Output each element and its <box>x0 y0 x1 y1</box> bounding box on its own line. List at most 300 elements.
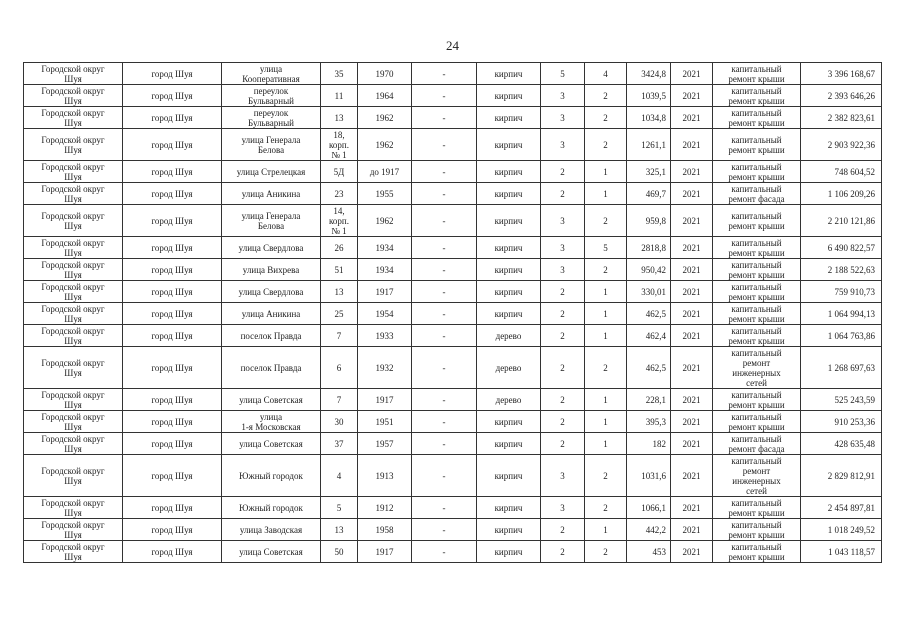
entrances-cell: 2 <box>585 107 627 129</box>
work-type-cell <box>713 237 801 259</box>
entrances-cell: 1 <box>585 411 627 433</box>
work-type-cell <box>713 411 801 433</box>
district-cell-line: Шуя <box>64 73 82 84</box>
year-built-cell: 1934 <box>358 237 412 259</box>
cost-cell: 1 018 249,52 <box>801 519 882 541</box>
house-number-cell-line: 18, <box>333 129 345 140</box>
house-number-cell-line: 6 <box>336 362 342 373</box>
plan-year-cell: 2021 <box>671 389 713 411</box>
area-cell: 442,2 <box>627 519 671 541</box>
district-cell-line: Шуя <box>64 144 82 155</box>
work-type-cell-line: капитальный <box>731 259 782 270</box>
year-built-cell: 1957 <box>358 433 412 455</box>
area-cell: 469,7 <box>627 183 671 205</box>
street-cell-line: Южный городок <box>239 502 303 513</box>
area-cell: 453 <box>627 541 671 563</box>
year-renovated-cell: - <box>412 411 477 433</box>
plan-year-cell: 2021 <box>671 63 713 85</box>
settlement-cell: город Шуя <box>123 455 222 497</box>
work-type-cell-line: капитальный <box>731 455 782 466</box>
cost-cell: 2 829 812,91 <box>801 455 882 497</box>
house-number-cell-line: 7 <box>336 394 342 405</box>
house-number-cell-line: № 1 <box>331 149 347 160</box>
district-cell <box>24 107 123 129</box>
wall-material-cell: кирпич <box>477 85 541 107</box>
floors-cell: 2 <box>541 519 585 541</box>
street-cell <box>222 433 321 455</box>
work-type-cell <box>713 129 801 161</box>
district-cell-line: Шуя <box>64 193 82 204</box>
house-number-cell-line: 11 <box>334 90 344 101</box>
street-cell <box>222 63 321 85</box>
plan-year-cell: 2021 <box>671 455 713 497</box>
work-type-cell-line: ремонт крыши <box>728 551 785 562</box>
year-built-cell: 1932 <box>358 347 412 389</box>
district-cell <box>24 389 123 411</box>
settlement-cell: город Шуя <box>123 347 222 389</box>
year-renovated-cell: - <box>412 389 477 411</box>
wall-material-cell: кирпич <box>477 107 541 129</box>
street-cell-line: Кооперативная <box>242 73 300 84</box>
work-type-cell <box>713 161 801 183</box>
district-cell-line: Городской округ <box>41 85 105 96</box>
table-row <box>24 325 882 347</box>
district-cell <box>24 519 123 541</box>
plan-year-cell: 2021 <box>671 129 713 161</box>
table-row <box>24 85 882 107</box>
house-number-cell-line: 30 <box>334 416 344 427</box>
wall-material-cell: кирпич <box>477 455 541 497</box>
wall-material-cell: кирпич <box>477 497 541 519</box>
work-type-cell <box>713 281 801 303</box>
district-cell-line: Шуя <box>64 313 82 324</box>
district-cell <box>24 183 123 205</box>
year-renovated-cell: - <box>412 281 477 303</box>
page-number: 24 <box>446 38 459 53</box>
district-cell-line: Шуя <box>64 95 82 106</box>
cost-cell: 748 604,52 <box>801 161 882 183</box>
entrances-cell: 5 <box>585 237 627 259</box>
work-type-cell-line: сетей <box>746 485 767 496</box>
year-built-cell: 1951 <box>358 411 412 433</box>
area-cell: 325,1 <box>627 161 671 183</box>
street-cell <box>222 541 321 563</box>
year-built-cell: 1970 <box>358 63 412 85</box>
year-renovated-cell: - <box>412 237 477 259</box>
floors-cell: 2 <box>541 411 585 433</box>
area-cell: 395,3 <box>627 411 671 433</box>
settlement-cell: город Шуя <box>123 497 222 519</box>
table-row <box>24 455 882 497</box>
entrances-cell: 2 <box>585 347 627 389</box>
district-cell-line: Городской округ <box>41 465 105 476</box>
street-cell <box>222 85 321 107</box>
house-number-cell <box>321 237 358 259</box>
year-built-cell: 1954 <box>358 303 412 325</box>
floors-cell: 2 <box>541 347 585 389</box>
district-cell-line: Шуя <box>64 220 82 231</box>
work-type-cell <box>713 303 801 325</box>
street-cell-line: улица <box>259 63 283 74</box>
district-cell <box>24 303 123 325</box>
settlement-cell: город Шуя <box>123 303 222 325</box>
work-type-cell-line: ремонт крыши <box>728 117 785 128</box>
work-type-cell-line: ремонт фасада <box>728 443 785 454</box>
work-type-cell-line: ремонт крыши <box>728 144 785 155</box>
house-number-cell <box>321 303 358 325</box>
house-number-cell-line: корп. <box>329 215 349 226</box>
district-cell-line: Городской округ <box>41 303 105 314</box>
street-cell-line: улица Заводская <box>239 524 303 535</box>
entrances-cell: 2 <box>585 497 627 519</box>
floors-cell: 2 <box>541 281 585 303</box>
work-type-cell-line: капитальный <box>731 303 782 314</box>
area-cell: 228,1 <box>627 389 671 411</box>
work-type-cell <box>713 205 801 237</box>
floors-cell: 3 <box>541 455 585 497</box>
district-cell-line: Шуя <box>64 117 82 128</box>
year-built-cell: до 1917 <box>358 161 412 183</box>
street-cell <box>222 237 321 259</box>
work-type-cell <box>713 497 801 519</box>
entrances-cell: 2 <box>585 541 627 563</box>
house-number-cell-line: корп. <box>329 139 349 150</box>
table-row <box>24 433 882 455</box>
plan-year-cell: 2021 <box>671 237 713 259</box>
area-cell: 462,5 <box>627 303 671 325</box>
street-cell <box>222 347 321 389</box>
street-cell <box>222 389 321 411</box>
district-cell-line: Городской округ <box>41 210 105 221</box>
plan-year-cell: 2021 <box>671 497 713 519</box>
district-cell-line: Городской округ <box>41 519 105 530</box>
street-cell <box>222 161 321 183</box>
street-cell-line: Бульварный <box>248 95 294 106</box>
floors-cell: 3 <box>541 85 585 107</box>
cost-cell: 1 064 994,13 <box>801 303 882 325</box>
work-type-cell-line: ремонт крыши <box>728 220 785 231</box>
work-type-cell-line: капитальный <box>731 210 782 221</box>
plan-year-cell: 2021 <box>671 107 713 129</box>
wall-material-cell: кирпич <box>477 433 541 455</box>
plan-year-cell: 2021 <box>671 183 713 205</box>
district-cell-line: Городской округ <box>41 134 105 145</box>
work-type-cell <box>713 325 801 347</box>
house-number-cell <box>321 497 358 519</box>
cost-cell: 1 043 118,57 <box>801 541 882 563</box>
district-cell-line: Шуя <box>64 551 82 562</box>
work-type-cell-line: капитальный <box>731 183 782 194</box>
street-cell <box>222 519 321 541</box>
work-type-cell-line: ремонт крыши <box>728 247 785 258</box>
floors-cell: 3 <box>541 205 585 237</box>
street-cell <box>222 325 321 347</box>
area-cell: 1034,8 <box>627 107 671 129</box>
cost-cell: 759 910,73 <box>801 281 882 303</box>
area-cell: 182 <box>627 433 671 455</box>
house-number-cell-line: 13 <box>334 286 344 297</box>
entrances-cell: 1 <box>585 303 627 325</box>
district-cell-line: Городской округ <box>41 237 105 248</box>
house-number-cell <box>321 107 358 129</box>
district-cell-line: Городской округ <box>41 183 105 194</box>
work-type-cell-line: капитальный <box>731 63 782 74</box>
settlement-cell: город Шуя <box>123 85 222 107</box>
house-number-cell <box>321 455 358 497</box>
area-cell: 959,8 <box>627 205 671 237</box>
floors-cell: 2 <box>541 389 585 411</box>
work-type-cell-line: ремонт крыши <box>728 171 785 182</box>
street-cell <box>222 107 321 129</box>
floors-cell: 3 <box>541 107 585 129</box>
area-cell: 3424,8 <box>627 63 671 85</box>
plan-year-cell: 2021 <box>671 303 713 325</box>
house-number-cell <box>321 129 358 161</box>
street-cell-line: улица Свердлова <box>238 242 304 253</box>
house-number-cell <box>321 541 358 563</box>
work-type-cell-line: капитальный <box>731 541 782 552</box>
house-number-cell-line: 51 <box>334 264 344 275</box>
area-cell: 1031,6 <box>627 455 671 497</box>
entrances-cell: 4 <box>585 63 627 85</box>
area-cell: 950,42 <box>627 259 671 281</box>
street-cell-line: улица Советская <box>239 546 303 557</box>
year-renovated-cell: - <box>412 63 477 85</box>
house-number-cell-line: 35 <box>334 68 344 79</box>
wall-material-cell: кирпич <box>477 183 541 205</box>
work-type-cell-line: капитальный <box>731 389 782 400</box>
work-type-cell <box>713 347 801 389</box>
table-row <box>24 129 882 161</box>
floors-cell: 2 <box>541 303 585 325</box>
work-type-cell-line: ремонт крыши <box>728 95 785 106</box>
street-cell-line: Бульварный <box>248 117 294 128</box>
wall-material-cell: кирпич <box>477 161 541 183</box>
year-renovated-cell: - <box>412 205 477 237</box>
work-type-cell-line: инженерных <box>732 475 781 486</box>
buildings-table <box>23 62 882 563</box>
work-type-cell-line: ремонт крыши <box>728 399 785 410</box>
wall-material-cell: кирпич <box>477 281 541 303</box>
year-built-cell: 1917 <box>358 541 412 563</box>
street-cell-line: улица Советская <box>239 438 303 449</box>
floors-cell: 3 <box>541 129 585 161</box>
settlement-cell: город Шуя <box>123 259 222 281</box>
year-built-cell: 1962 <box>358 129 412 161</box>
house-number-cell <box>321 85 358 107</box>
work-type-cell-line: капитальный <box>731 519 782 530</box>
plan-year-cell: 2021 <box>671 519 713 541</box>
cost-cell: 1 268 697,63 <box>801 347 882 389</box>
plan-year-cell: 2021 <box>671 205 713 237</box>
cost-cell: 6 490 822,57 <box>801 237 882 259</box>
street-cell-line: улица Аникина <box>241 308 301 319</box>
street-cell-line: переулок <box>253 107 289 118</box>
house-number-cell-line: 13 <box>334 524 344 535</box>
year-renovated-cell: - <box>412 541 477 563</box>
year-renovated-cell: - <box>412 433 477 455</box>
cost-cell: 3 396 168,67 <box>801 63 882 85</box>
house-number-cell-line: 25 <box>334 308 344 319</box>
street-cell-line: Южный городок <box>239 470 303 481</box>
street-cell-line: улица Генерала <box>241 134 301 145</box>
work-type-cell-line: капитальный <box>731 497 782 508</box>
street-cell-line: поселок Правда <box>240 330 302 341</box>
district-cell <box>24 259 123 281</box>
district-cell <box>24 541 123 563</box>
street-cell <box>222 455 321 497</box>
street-cell-line: Белова <box>257 220 285 231</box>
settlement-cell: город Шуя <box>123 183 222 205</box>
year-renovated-cell: - <box>412 183 477 205</box>
year-built-cell: 1917 <box>358 281 412 303</box>
table-row <box>24 259 882 281</box>
plan-year-cell: 2021 <box>671 433 713 455</box>
district-cell <box>24 237 123 259</box>
district-cell-line: Городской округ <box>41 259 105 270</box>
plan-year-cell: 2021 <box>671 85 713 107</box>
street-cell <box>222 411 321 433</box>
work-type-cell-line: ремонт крыши <box>728 335 785 346</box>
year-renovated-cell: - <box>412 161 477 183</box>
area-cell: 1039,5 <box>627 85 671 107</box>
district-cell <box>24 433 123 455</box>
district-cell <box>24 205 123 237</box>
district-cell-line: Шуя <box>64 367 82 378</box>
house-number-cell <box>321 325 358 347</box>
work-type-cell-line: ремонт крыши <box>728 529 785 540</box>
work-type-cell-line: ремонт фасада <box>728 193 785 204</box>
area-cell: 462,4 <box>627 325 671 347</box>
settlement-cell: город Шуя <box>123 129 222 161</box>
entrances-cell: 2 <box>585 85 627 107</box>
table-row <box>24 389 882 411</box>
settlement-cell: город Шуя <box>123 63 222 85</box>
year-renovated-cell: - <box>412 85 477 107</box>
entrances-cell: 1 <box>585 161 627 183</box>
work-type-cell <box>713 63 801 85</box>
work-type-cell-line: капитальный <box>731 161 782 172</box>
district-cell <box>24 85 123 107</box>
house-number-cell-line: 7 <box>336 330 342 341</box>
table-row <box>24 237 882 259</box>
settlement-cell: город Шуя <box>123 107 222 129</box>
table-row <box>24 183 882 205</box>
entrances-cell: 1 <box>585 433 627 455</box>
work-type-cell-line: капитальный <box>731 134 782 145</box>
street-cell <box>222 281 321 303</box>
district-cell-line: Шуя <box>64 443 82 454</box>
cost-cell: 2 903 922,36 <box>801 129 882 161</box>
work-type-cell <box>713 519 801 541</box>
street-cell <box>222 205 321 237</box>
year-renovated-cell: - <box>412 347 477 389</box>
settlement-cell: город Шуя <box>123 519 222 541</box>
year-renovated-cell: - <box>412 129 477 161</box>
house-number-cell <box>321 347 358 389</box>
street-cell-line: улица Аникина <box>241 188 301 199</box>
area-cell: 462,5 <box>627 347 671 389</box>
table-row <box>24 63 882 85</box>
settlement-cell: город Шуя <box>123 541 222 563</box>
district-cell-line: Городской округ <box>41 411 105 422</box>
wall-material-cell: кирпич <box>477 205 541 237</box>
area-cell: 2818,8 <box>627 237 671 259</box>
district-cell-line: Городской округ <box>41 541 105 552</box>
house-number-cell-line: 4 <box>336 470 342 481</box>
floors-cell: 2 <box>541 433 585 455</box>
work-type-cell-line: ремонт крыши <box>728 507 785 518</box>
floors-cell: 3 <box>541 259 585 281</box>
house-number-cell-line: 5 <box>336 502 342 513</box>
house-number-cell-line: 50 <box>334 546 344 557</box>
floors-cell: 2 <box>541 161 585 183</box>
floors-cell: 5 <box>541 63 585 85</box>
district-cell <box>24 347 123 389</box>
work-type-cell-line: ремонт крыши <box>728 269 785 280</box>
floors-cell: 2 <box>541 325 585 347</box>
work-type-cell-line: инженерных <box>732 367 781 378</box>
work-type-cell-line: капитальный <box>731 107 782 118</box>
work-type-cell-line: капитальный <box>731 347 782 358</box>
wall-material-cell: дерево <box>477 347 541 389</box>
street-cell <box>222 303 321 325</box>
street-cell-line: улица Вихрева <box>242 264 300 275</box>
house-number-cell <box>321 389 358 411</box>
house-number-cell <box>321 433 358 455</box>
floors-cell: 2 <box>541 183 585 205</box>
district-cell <box>24 129 123 161</box>
district-cell <box>24 411 123 433</box>
street-cell <box>222 497 321 519</box>
wall-material-cell: кирпич <box>477 411 541 433</box>
work-type-cell-line: сетей <box>746 377 767 388</box>
area-cell: 1261,1 <box>627 129 671 161</box>
year-built-cell: 1934 <box>358 259 412 281</box>
work-type-cell <box>713 107 801 129</box>
work-type-cell-line: капитальный <box>731 433 782 444</box>
work-type-cell-line: ремонт крыши <box>728 313 785 324</box>
settlement-cell: город Шуя <box>123 325 222 347</box>
table-row <box>24 347 882 389</box>
entrances-cell: 1 <box>585 519 627 541</box>
year-renovated-cell: - <box>412 259 477 281</box>
year-renovated-cell: - <box>412 455 477 497</box>
district-cell-line: Городской округ <box>41 389 105 400</box>
work-type-cell <box>713 389 801 411</box>
work-type-cell-line: ремонт <box>742 357 771 368</box>
street-cell-line: поселок Правда <box>240 362 302 373</box>
work-type-cell-line: ремонт крыши <box>728 421 785 432</box>
entrances-cell: 2 <box>585 455 627 497</box>
entrances-cell: 2 <box>585 129 627 161</box>
floors-cell: 3 <box>541 497 585 519</box>
work-type-cell <box>713 433 801 455</box>
cost-cell: 910 253,36 <box>801 411 882 433</box>
wall-material-cell: кирпич <box>477 541 541 563</box>
street-cell-line: улица Стрелецкая <box>236 166 306 177</box>
wall-material-cell: кирпич <box>477 303 541 325</box>
work-type-cell-line: капитальный <box>731 325 782 336</box>
cost-cell: 1 064 763,86 <box>801 325 882 347</box>
work-type-cell-line: ремонт крыши <box>728 73 785 84</box>
house-number-cell-line: 5Д <box>333 166 345 177</box>
district-cell-line: Городской округ <box>41 357 105 368</box>
district-cell <box>24 161 123 183</box>
table-row <box>24 519 882 541</box>
table-row <box>24 497 882 519</box>
house-number-cell <box>321 281 358 303</box>
